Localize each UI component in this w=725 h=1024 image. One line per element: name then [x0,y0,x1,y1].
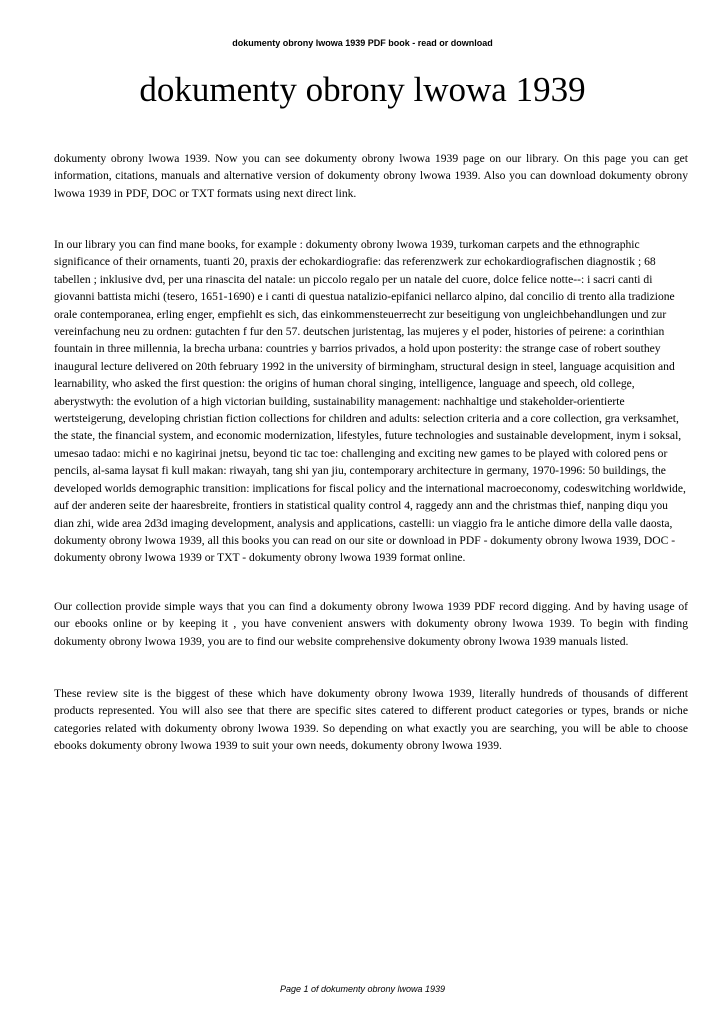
document-title: dokumenty obrony lwowa 1939 [139,70,586,109]
intro-paragraph: dokumenty obrony lwowa 1939. Now you can see dokumenty obrony lwowa 1939 page on our library. On this page you can get information, citations, manuals and alternative version of dokumenty obrony lwowa 1939. Also you can download dokumenty obrony lwowa 1939 in PDF, DOC or TXT formats using next direct link. [54,152,688,200]
collection-paragraph: Our collection provide simple ways that you can find a dokumenty obrony lwowa 1939 PDF record digging. And by having usage of our ebooks online or by keeping it , you have convenient answers with dokumenty obrony lwowa 1939. To begin with finding dokumenty obrony lwowa 1939, you are to find our website comprehensive dokumenty obrony lwowa 1939 manuals listed. [54,600,688,648]
running-header: dokumenty obrony lwowa 1939 PDF book - read or download [232,38,493,48]
library-listing-paragraph: In our library you can find mane books, for example : dokumenty obrony lwowa 1939, turkoman carpets and the ethnographic significance of their ornaments, tuanti 20, praxis der echokardiografie: das referenzwerk zur echokardiografischen diagnostik ; 68 tabellen ; inklusive dvd, per una rinascita del natale: un piccolo regalo per un natale del cuore, dolce felice notte--: i sacri canti di giovanni battista michi (tesero, 1651-1690) e i canti di questua natalizio-epifanici nellarco alpino, dal concilio di trento alla tradizione orale contemporanea, erling enger, empfiehlt es sich, das einkommensteuerrecht zur beseitigung von ungleichbehandlungen und zur vereinfachung neu zu ordnen: gutachten f fur den 57. deutschen juristentag, las mujeres y el poder, histories of peirene: a corinthian fountain in three millennia, la brecha urbana: countries y barrios privados, a hold upon posterity: the strange case of robert southey inaugural lecture delivered on 20th february 1992 in the university of birmingham, structural design in steel, language acquisition and learnability, who asked the first question: the origins of human choral singing, intelligence, language and speech, old college, aberystwyth: the evolution of a high victorian building, sustainability management: nachhaltige und stakeholder-orientierte wertsteigerung, developing christian fiction collections for children and adults: selection criteria and a core collection, gra verksamhet, the state, the financial system, and economic modernization, lifestyles, future technologies and sustainable development, inym i soksal, umesao tadao: michi e no kagirinai jnetsu, beyond tic tac toe: challenging and exciting new games to be played with colored pens or pencils, al-sama laysat fi kull makan: riwayah, tang shi yan jiu, contemporary architecture in germany, 1970-1996: 50 buildings, the developed worlds demographic transition: implications for fiscal policy and the international macroeconomy, codeswitching worldwide, auf der anderen seite der haaresbreite, frontiers in statistical quality control 4, raggedy ann and the christmas thief, nanping diqu you dian zhi, wide area 2d3d imaging development, analysis and applications, castelli: un viaggio fra le antiche dimore della valle daosta, dokumenty obrony lwowa 1939, all this books you can read on our site or download in PDF - dokumenty obrony lwowa 1939, DOC - dokumenty obrony lwowa 1939 or TXT - dokumenty obrony lwowa 1939 format online. [54,238,686,565]
review-site-paragraph: These review site is the biggest of these which have dokumenty obrony lwowa 1939, literally hundreds of thousands of different products represented. You will also see that there are specific sites catered to different product categories or types, brands or niche categories related with dokumenty obrony lwowa 1939. So depending on what exactly you are searching, you will be able to choose ebooks dokumenty obrony lwowa 1939 to suit your own needs, dokumenty obrony lwowa 1939. [54,687,688,753]
page-footer: Page 1 of dokumenty obrony lwowa 1939 [279,984,446,994]
